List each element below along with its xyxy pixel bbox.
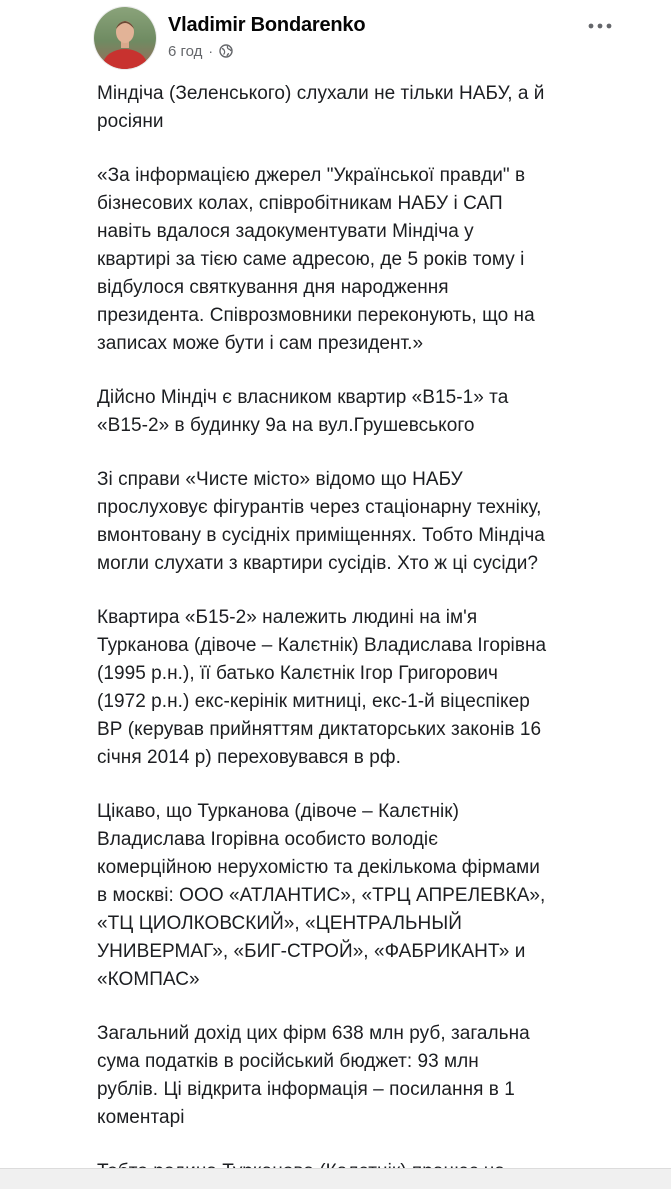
post-paragraph: Міндіча (Зеленського) слухали не тільки НАБУ, а й росіяни <box>97 83 545 132</box>
author-name[interactable]: Vladimir Bondarenko <box>168 14 366 36</box>
post-paragraph: Цікаво, що Турканова (дівоче – Калєтнік) Владислава Ігорівна особисто володіє комерційною нерухомістю та декількома фірмами в москві: ООО «АТЛАНТИС», «ТРЦ АПРЕЛЕВКА», «ТЦ ЦИОЛКОВСКИЙ», «ЦЕНТРАЛЬНЫЙ УНИВЕРМАГ», «БИГ-СТРОЙ», «ФАБРИКАНТ» и «КОМПАС» <box>97 801 546 990</box>
more-dots-icon <box>588 23 612 29</box>
post-paragraph: Загальний дохід цих фірм 638 млн руб, загальна сума податків в російський бюджет: 93 млн рублів. Ці відкрита інформація – посилання в 1 коментарі <box>97 1023 530 1128</box>
post-paragraph: «За інформацією джерел "Української правди" в бізнесових колах, співробітникам НАБУ і САП навіть вдалося задокументувати Міндіча у квартирі за тією саме адресою, де 5 років тому і відбулося святкування дня народження президента. Співрозмовники переконують, що на записах може бути і сам президент.» <box>97 165 535 354</box>
avatar-photo-icon <box>94 7 156 69</box>
avatar[interactable] <box>94 7 156 69</box>
post-timestamp[interactable]: 6 год <box>168 42 203 60</box>
post-paragraph: Дійсно Міндіч є власником квартир «В15-1» та «В15-2» в будинку 9а на вул.Грушевського <box>97 387 509 436</box>
post-paragraph: Квартира «Б15-2» належить людині на ім'я Турканова (дівоче – Калєтнік) Владислава Ігорівна (1995 р.н.), її батько Калєтнік Ігор Григорович (1972 р.н.) екс-керінік митниці, екс-1-й віцеспікер ВР (керував прийняттям диктаторських законів 16 січня 2014 р) переховувався в рф. <box>97 607 547 768</box>
more-options-button[interactable] <box>584 14 616 38</box>
post-paragraph: Зі справи «Чисте місто» відомо що НАБУ прослуховує фігурантів через стаціонарну техніку, вмонтовану в сусідніх приміщеннях. Тобто Міндіча могли слухати з квартири сусідів. Хто ж ці сусіди? <box>97 469 545 574</box>
post-meta <box>168 42 233 60</box>
bottom-bar <box>0 1168 671 1189</box>
post-text <box>97 80 617 1189</box>
globe-icon <box>219 44 233 58</box>
meta-separator: · <box>208 43 214 59</box>
post-header <box>0 0 671 80</box>
